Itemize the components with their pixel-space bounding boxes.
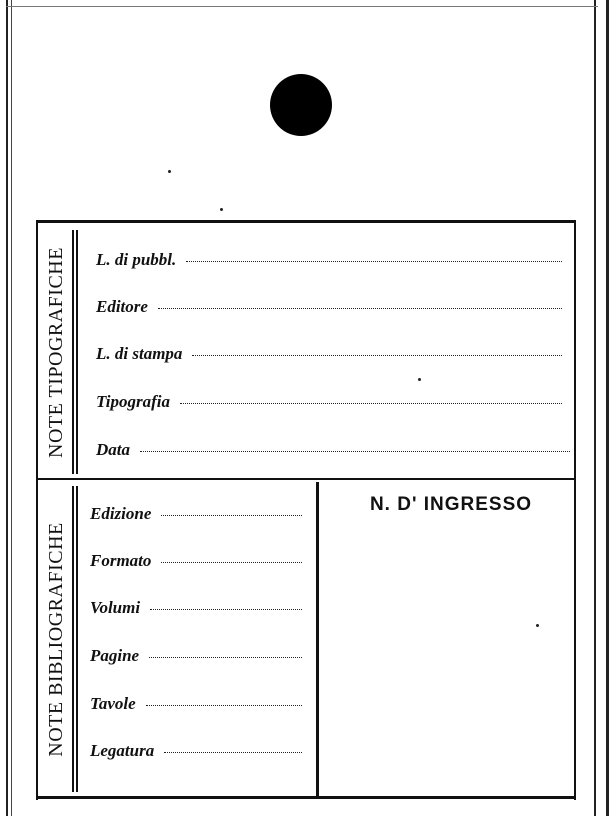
fill-in-line <box>140 450 570 452</box>
field-label: Data <box>96 440 130 459</box>
side-double-rule <box>72 230 78 474</box>
field-label: Pagine <box>90 646 140 665</box>
field-data[interactable] <box>96 440 570 460</box>
field-tavole[interactable] <box>90 694 302 714</box>
section-label-bibliografiche <box>42 486 70 792</box>
field-label: L. di stampa <box>96 344 183 363</box>
field-label: Tipografia <box>96 392 170 411</box>
field-label: Editore <box>96 297 148 316</box>
ingresso-number-label: N. D' INGRESSO <box>369 494 533 515</box>
speck <box>168 170 171 173</box>
field-luogo-pubblicazione[interactable] <box>96 250 562 270</box>
field-label: Formato <box>90 551 152 570</box>
field-label: Tavole <box>90 694 136 713</box>
section-label-tipografiche <box>42 232 70 472</box>
fill-in-line <box>192 354 562 356</box>
side-double-rule <box>72 486 78 792</box>
field-editore[interactable] <box>96 297 562 317</box>
field-volumi[interactable] <box>90 598 302 618</box>
fill-in-line <box>161 514 302 516</box>
field-label: Edizione <box>90 504 152 523</box>
frame-bottom-rule <box>38 796 576 799</box>
frame-right-rule <box>574 220 576 800</box>
catalog-card-form <box>36 220 578 800</box>
fill-in-line <box>180 402 562 404</box>
field-tipografia[interactable] <box>96 392 562 412</box>
frame-top-rule <box>38 220 576 223</box>
punch-hole <box>270 74 332 136</box>
field-edizione[interactable] <box>90 504 302 524</box>
fill-in-line <box>161 561 302 563</box>
field-label: Volumi <box>90 598 141 617</box>
fill-in-line <box>186 260 562 262</box>
fill-in-line <box>146 704 302 706</box>
section-label-text: NOTE TIPOGRAFICHE <box>44 246 67 458</box>
field-label: Legatura <box>90 741 155 760</box>
field-formato[interactable] <box>90 551 302 571</box>
field-luogo-stampa[interactable] <box>96 344 562 364</box>
section-divider <box>38 478 576 480</box>
fill-in-line <box>150 608 302 610</box>
fill-in-line <box>158 307 562 309</box>
speck <box>220 208 223 211</box>
field-legatura[interactable] <box>90 741 302 761</box>
card-left-edge <box>6 0 12 816</box>
card-right-edge <box>594 0 609 816</box>
fill-in-line <box>164 751 302 753</box>
frame-left-rule <box>36 220 38 800</box>
field-pagine[interactable] <box>90 646 302 666</box>
field-label: L. di pubbl. <box>96 250 177 269</box>
fill-in-line <box>149 656 302 658</box>
card-top-edge <box>6 6 598 7</box>
section-label-text: NOTE BIBLIOGRAFICHE <box>44 521 67 757</box>
column-divider <box>316 482 319 796</box>
